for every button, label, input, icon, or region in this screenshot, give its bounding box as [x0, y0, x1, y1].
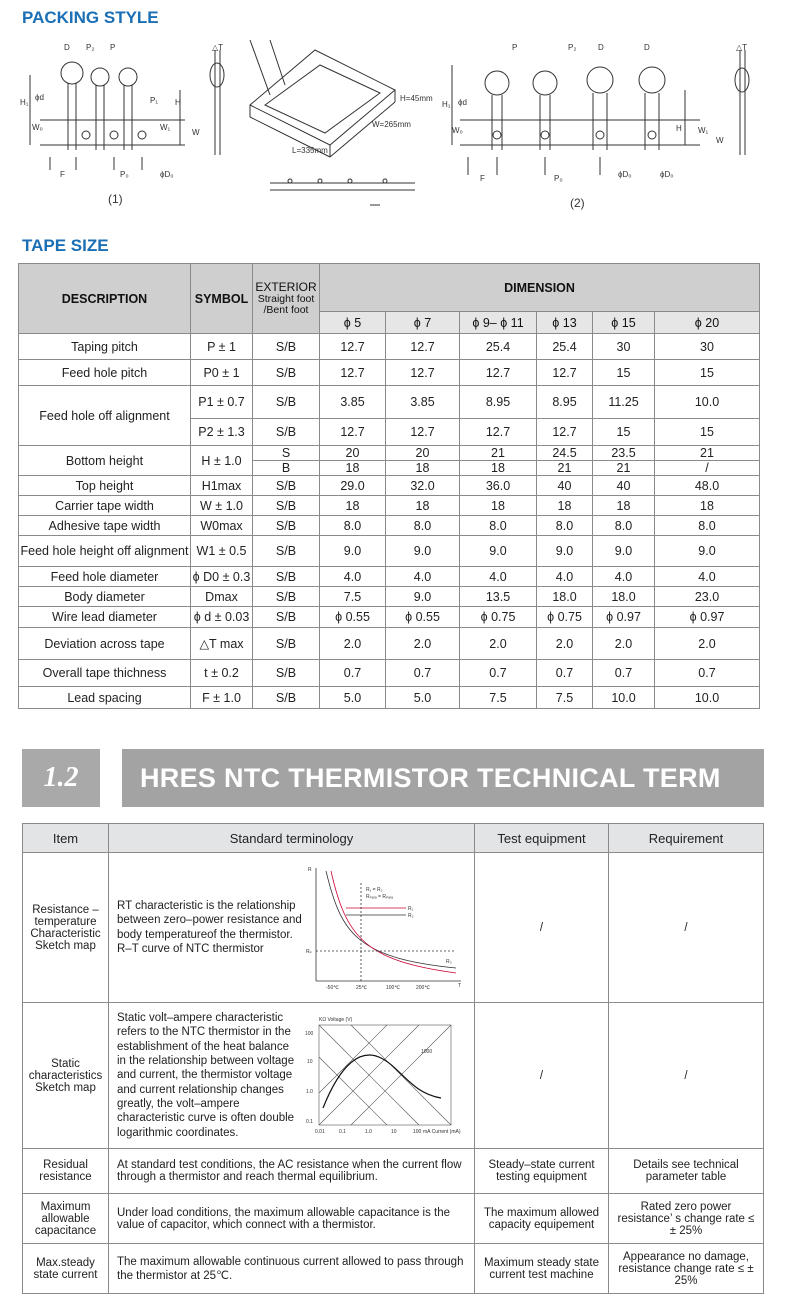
- row-value: 21: [537, 461, 593, 476]
- row-value: 12.7: [537, 360, 593, 386]
- row-symbol: Dmax: [191, 587, 253, 607]
- row-symbol: ϕ d ± 0.03: [191, 607, 253, 628]
- row-value: 9.0: [537, 536, 593, 567]
- row-value: 3.85: [386, 386, 460, 419]
- table-row: [23, 1149, 764, 1194]
- row-value: 24.5: [537, 446, 593, 461]
- size-header: ϕ 5: [320, 312, 386, 334]
- row-value: 18: [460, 496, 537, 516]
- packing-title: PACKING STYLE: [22, 8, 159, 27]
- row-value: /: [655, 461, 760, 476]
- label-dT: △T: [212, 43, 224, 52]
- box-height: H=45mm: [400, 94, 433, 103]
- row-value: 0.7: [460, 660, 537, 687]
- row-value: 30: [593, 334, 655, 360]
- row-description: Feed hole height off alignment: [19, 536, 191, 567]
- vi-xtick-4: 10: [391, 1129, 397, 1135]
- row-symbol: △T max: [191, 628, 253, 660]
- row-value: 4.0: [460, 567, 537, 587]
- row-symbol: H1max: [191, 476, 253, 496]
- tape-figure-2: [452, 65, 700, 175]
- row-value: 9.0: [655, 536, 760, 567]
- label-H: H: [175, 98, 181, 107]
- label-W-2: W: [716, 136, 724, 145]
- row-description: Top height: [19, 476, 191, 496]
- row-value: 18: [320, 461, 386, 476]
- row-description: Feed hole pitch: [19, 360, 191, 386]
- row-value: 18: [320, 496, 386, 516]
- row-description: Wire lead diameter: [19, 607, 191, 628]
- label-P1: P₁: [150, 96, 159, 105]
- row-value: 8.0: [593, 516, 655, 536]
- table-row: [19, 516, 760, 536]
- requirement-cell: /: [609, 1003, 764, 1149]
- row-symbol: P ± 1: [191, 334, 253, 360]
- row-value: 23.0: [655, 587, 760, 607]
- col-dimension: DIMENSION: [320, 264, 760, 312]
- equipment-cell: Steady–state current testing equipment: [475, 1149, 609, 1194]
- vi-ytick-2: 10: [307, 1059, 313, 1065]
- row-value: 25.4: [460, 334, 537, 360]
- row-symbol: W1 ± 0.5: [191, 536, 253, 567]
- table-row: [19, 607, 760, 628]
- item-cell: Resistance –temperature Characteristic Sketch map: [23, 853, 109, 1003]
- row-value: 21: [460, 446, 537, 461]
- table-row: [19, 587, 760, 607]
- row-value: ϕ 0.97: [655, 607, 760, 628]
- row-value: 10.0: [655, 687, 760, 709]
- vi-ylabel: KΩ Voltage (V): [319, 1017, 353, 1023]
- label-F-2: F: [480, 174, 485, 183]
- col-requirement: Requirement: [609, 824, 764, 853]
- row-exterior: S/B: [253, 587, 320, 607]
- row-value: 12.7: [386, 360, 460, 386]
- equipment-cell: /: [475, 1003, 609, 1149]
- section-number: 1.2: [22, 749, 100, 807]
- label-P2: P₂: [86, 43, 95, 52]
- row-exterior: S/B: [253, 567, 320, 587]
- vi-xtick-1: 0.01: [315, 1129, 325, 1135]
- size-header: ϕ 9– ϕ 11: [460, 312, 537, 334]
- table-row: [19, 360, 760, 386]
- row-description: Lead spacing: [19, 687, 191, 709]
- rt-curve-chart: [306, 863, 466, 993]
- item-cell: Max.steady state current: [23, 1244, 109, 1294]
- row-value: 2.0: [537, 628, 593, 660]
- label-D: D: [64, 43, 70, 52]
- packing-diagram: [20, 35, 780, 215]
- row-value: 15: [655, 419, 760, 446]
- row-description: Carrier tape width: [19, 496, 191, 516]
- row-value: 9.0: [460, 536, 537, 567]
- size-header: ϕ 15: [593, 312, 655, 334]
- row-value: 36.0: [460, 476, 537, 496]
- table-row: [23, 1194, 764, 1244]
- table-row: [23, 1003, 764, 1149]
- row-value: 20: [386, 446, 460, 461]
- row-value: 0.7: [320, 660, 386, 687]
- table-row: [19, 386, 760, 419]
- row-symbol: F ± 1.0: [191, 687, 253, 709]
- vi-ytick-3: 1.0: [306, 1089, 313, 1095]
- row-description: Deviation across tape: [19, 628, 191, 660]
- tape-title: TAPE SIZE: [22, 236, 109, 255]
- row-value: 15: [593, 419, 655, 446]
- term-cell: The maximum allowable continuous current allowed to pass through the thermistor at 25℃.: [109, 1244, 475, 1294]
- box-length: L=335mm: [292, 146, 328, 155]
- row-description: Taping pitch: [19, 334, 191, 360]
- row-value: 5.0: [386, 687, 460, 709]
- row-value: 9.0: [386, 587, 460, 607]
- label-D0-2a: ϕD₀: [618, 170, 632, 179]
- fig1-caption: (1): [108, 192, 123, 206]
- row-value: 12.7: [386, 334, 460, 360]
- rt-label-r2: R₂: [408, 912, 414, 919]
- row-symbol: W0max: [191, 516, 253, 536]
- row-value: 3.85: [320, 386, 386, 419]
- row-value: 18: [593, 496, 655, 516]
- row-value: 0.7: [593, 660, 655, 687]
- row-value: 18: [655, 496, 760, 516]
- row-value: 12.7: [460, 419, 537, 446]
- row-value: 7.5: [320, 587, 386, 607]
- row-value: 9.0: [386, 536, 460, 567]
- vi-xlabel: mA Current (mA): [423, 1129, 461, 1135]
- row-exterior: S: [253, 446, 320, 461]
- label-D0: ϕD₀: [160, 170, 174, 179]
- label-W1: W₁: [160, 123, 171, 132]
- label-P2-2: P₂: [568, 43, 577, 52]
- row-value: 4.0: [386, 567, 460, 587]
- row-value: 7.5: [460, 687, 537, 709]
- side-view-1: [210, 50, 224, 155]
- row-value: ϕ 0.97: [593, 607, 655, 628]
- label-phid: ϕd: [35, 93, 44, 102]
- col-test-equipment: Test equipment: [475, 824, 609, 853]
- item-cell: Residual resistance: [23, 1149, 109, 1194]
- table-row: [19, 536, 760, 567]
- exterior-label: EXTERIOR: [255, 280, 317, 295]
- row-value: 21: [655, 446, 760, 461]
- row-symbol: P2 ± 1.3: [191, 419, 253, 446]
- label-H1-2: H₁: [442, 100, 451, 109]
- exterior-sub2: /Bent foot: [263, 303, 309, 316]
- requirement-cell: Appearance no damage, resistance change rate ≤ ± 25%: [609, 1244, 764, 1294]
- row-exterior: S/B: [253, 419, 320, 446]
- vi-xtick-2: 0.1: [339, 1129, 346, 1135]
- row-value: 10.0: [593, 687, 655, 709]
- row-value: ϕ 0.55: [320, 607, 386, 628]
- rt-tick-1: -50℃: [326, 984, 339, 991]
- row-value: 12.7: [320, 334, 386, 360]
- row-value: 9.0: [320, 536, 386, 567]
- label-P0-2: P₀: [554, 174, 563, 183]
- box-width: W=265mm: [372, 120, 411, 129]
- label-D0-2b: ϕD₀: [660, 170, 674, 179]
- row-description: Adhesive tape width: [19, 516, 191, 536]
- requirement-cell: /: [609, 853, 764, 1003]
- row-description: Feed hole off alignment: [19, 386, 191, 446]
- col-symbol: SYMBOL: [191, 264, 253, 334]
- row-exterior: S/B: [253, 536, 320, 567]
- row-exterior: S/B: [253, 496, 320, 516]
- row-value: 18: [386, 461, 460, 476]
- table-row: [19, 567, 760, 587]
- label-F: F: [60, 170, 65, 179]
- row-value: 18: [537, 496, 593, 516]
- item-cell: Maximum allowable capacitance: [23, 1194, 109, 1244]
- requirement-cell: Rated zero power resistance’ s change rate ≤ ± 25%: [609, 1194, 764, 1244]
- row-value: 18.0: [593, 587, 655, 607]
- rt-tick-2: 25℃: [356, 984, 368, 991]
- table-row: [19, 496, 760, 516]
- row-value: 12.7: [460, 360, 537, 386]
- size-header: ϕ 13: [537, 312, 593, 334]
- label-H1: H₁: [20, 98, 29, 107]
- row-value: 15: [655, 360, 760, 386]
- row-exterior: S/B: [253, 516, 320, 536]
- row-value: 8.0: [386, 516, 460, 536]
- table-row: [19, 687, 760, 709]
- label-dT-2: △T: [736, 43, 748, 52]
- row-value: 8.0: [537, 516, 593, 536]
- label-P0: P₀: [120, 170, 129, 179]
- row-value: 10.0: [655, 386, 760, 419]
- table-row: [19, 660, 760, 687]
- row-value: 0.7: [655, 660, 760, 687]
- equipment-cell: /: [475, 853, 609, 1003]
- row-description: Body diameter: [19, 587, 191, 607]
- row-symbol: t ± 0.2: [191, 660, 253, 687]
- fig2-caption: (2): [570, 196, 585, 210]
- banner-separator: [100, 749, 122, 807]
- row-exterior: S/B: [253, 660, 320, 687]
- row-value: 23.5: [593, 446, 655, 461]
- row-value: 18: [386, 496, 460, 516]
- row-symbol: H ± 1.0: [191, 446, 253, 476]
- row-value: 4.0: [655, 567, 760, 587]
- row-exterior: S/B: [253, 360, 320, 386]
- col-exterior: [253, 264, 320, 334]
- term-cell: [109, 1003, 475, 1149]
- row-value: 12.7: [320, 419, 386, 446]
- technical-term-table: [22, 823, 764, 1294]
- row-value: 9.0: [593, 536, 655, 567]
- row-symbol: ϕ D0 ± 0.3: [191, 567, 253, 587]
- row-value: 12.7: [386, 419, 460, 446]
- label-phid-2: ϕd: [458, 98, 467, 107]
- row-value: 12.7: [320, 360, 386, 386]
- term-cell: At standard test conditions, the AC resistance when the current flow through a thermistor and reach thermal equilibrium.: [109, 1149, 475, 1194]
- row-value: 20: [320, 446, 386, 461]
- row-value: 8.95: [537, 386, 593, 419]
- row-value: 18.0: [537, 587, 593, 607]
- row-value: 8.0: [655, 516, 760, 536]
- row-exterior: S/B: [253, 386, 320, 419]
- row-value: 13.5: [460, 587, 537, 607]
- exterior-sub1: Straight foot: [257, 292, 315, 305]
- section-title: HRES NTC THERMISTOR TECHNICAL TERM: [122, 749, 764, 807]
- term-text: RT characteristic is the relationship between zero–power resistance and body temperatureof the thermistor. R–T curve of NTC thermistor: [117, 899, 302, 955]
- row-value: 2.0: [320, 628, 386, 660]
- row-description: Overall tape thichness: [19, 660, 191, 687]
- row-value: 0.7: [537, 660, 593, 687]
- vi-ytick-4: 0.1: [306, 1119, 313, 1125]
- term-text: Static volt–ampere characteristic refers to the NTC thermistor in the establishment of the heat balance in the relationship between voltage and current, the thermistor voltage and current relationship changes greatly, the volt–ampere characteristic curve is often double logarithmic coordinates.: [117, 1011, 295, 1139]
- item-cell: Static characteristics Sketch map: [23, 1003, 109, 1149]
- row-value: 40: [537, 476, 593, 496]
- rt-tick-4: 200℃: [416, 984, 430, 991]
- rt-label-r3: R₃: [446, 958, 452, 965]
- table-row: [19, 628, 760, 660]
- term-cell: [109, 853, 475, 1003]
- rt-label-rp: Rₚ: [306, 948, 312, 955]
- row-value: 2.0: [386, 628, 460, 660]
- table-row: [23, 853, 764, 1003]
- row-value: 0.7: [386, 660, 460, 687]
- table-row: [19, 476, 760, 496]
- row-value: 40: [593, 476, 655, 496]
- label-D-2a: D: [598, 43, 604, 52]
- row-description: Feed hole diameter: [19, 567, 191, 587]
- label-P: P: [110, 43, 116, 52]
- label-W0-2: W₀: [452, 126, 463, 135]
- row-exterior: S/B: [253, 334, 320, 360]
- row-value: 21: [593, 461, 655, 476]
- row-value: ϕ 0.55: [386, 607, 460, 628]
- rt-label-r: R: [308, 866, 312, 873]
- row-symbol: W ± 1.0: [191, 496, 253, 516]
- rt-tick-3: 100℃: [386, 984, 400, 991]
- col-terminology: Standard terminology: [109, 824, 475, 853]
- equipment-cell: Maximum steady state current test machine: [475, 1244, 609, 1294]
- rt-label-t: T: [458, 982, 462, 989]
- row-symbol: P1 ± 0.7: [191, 386, 253, 419]
- row-value: 5.0: [320, 687, 386, 709]
- label-H-2: H: [676, 124, 682, 133]
- table-row: [19, 334, 760, 360]
- table-row: [23, 1244, 764, 1294]
- vi-ytick-1: 100: [305, 1031, 314, 1037]
- section-banner: [22, 749, 764, 807]
- vi-diag-label: 1000: [421, 1049, 433, 1055]
- rt-legend-1: R₁ = R₂: [366, 886, 383, 893]
- row-value: 32.0: [386, 476, 460, 496]
- row-value: 8.0: [320, 516, 386, 536]
- row-value: 48.0: [655, 476, 760, 496]
- row-value: 2.0: [655, 628, 760, 660]
- vi-xtick-3: 1.0: [365, 1129, 372, 1135]
- row-value: 12.7: [537, 419, 593, 446]
- row-value: 4.0: [593, 567, 655, 587]
- row-value: 25.4: [537, 334, 593, 360]
- label-W: W: [192, 128, 200, 137]
- row-exterior: B: [253, 461, 320, 476]
- label-W1-2: W₁: [698, 126, 709, 135]
- requirement-cell: Details see technical parameter table: [609, 1149, 764, 1194]
- row-description: Bottom height: [19, 446, 191, 476]
- label-W0: W₀: [32, 123, 43, 132]
- col-description: DESCRIPTION: [19, 264, 191, 334]
- equipment-cell: The maximum allowed capacity equipement: [475, 1194, 609, 1244]
- row-value: 8.95: [460, 386, 537, 419]
- row-exterior: S/B: [253, 607, 320, 628]
- rt-legend-2: Rₚₐᵣₐ = Rₚₐᵣₐ: [366, 893, 394, 900]
- tape-figure-1: [30, 62, 185, 170]
- side-view-2: [735, 50, 749, 155]
- table-row: [19, 446, 760, 461]
- row-exterior: S/B: [253, 687, 320, 709]
- tape-size-table: [18, 263, 760, 709]
- row-value: 4.0: [320, 567, 386, 587]
- row-value: 11.25: [593, 386, 655, 419]
- label-D-2b: D: [644, 43, 650, 52]
- row-exterior: S/B: [253, 476, 320, 496]
- row-value: 18: [460, 461, 537, 476]
- row-value: 2.0: [460, 628, 537, 660]
- row-value: 29.0: [320, 476, 386, 496]
- label-P-2: P: [512, 43, 518, 52]
- row-value: 30: [655, 334, 760, 360]
- row-value: 8.0: [460, 516, 537, 536]
- size-header: ϕ 20: [655, 312, 760, 334]
- row-value: 2.0: [593, 628, 655, 660]
- row-exterior: S/B: [253, 628, 320, 660]
- row-value: 15: [593, 360, 655, 386]
- vi-xtick-5: 100: [413, 1129, 422, 1135]
- row-value: 7.5: [537, 687, 593, 709]
- row-value: ϕ 0.75: [537, 607, 593, 628]
- vi-curve-chart: [301, 1013, 466, 1138]
- row-symbol: P0 ± 1: [191, 360, 253, 386]
- rt-label-r1: R₁: [408, 905, 414, 912]
- row-value: ϕ 0.75: [460, 607, 537, 628]
- col-item: Item: [23, 824, 109, 853]
- size-header: ϕ 7: [386, 312, 460, 334]
- row-value: 4.0: [537, 567, 593, 587]
- term-cell: Under load conditions, the maximum allowable capacitance is the value of capacitor, which connect with a thermistor.: [109, 1194, 475, 1244]
